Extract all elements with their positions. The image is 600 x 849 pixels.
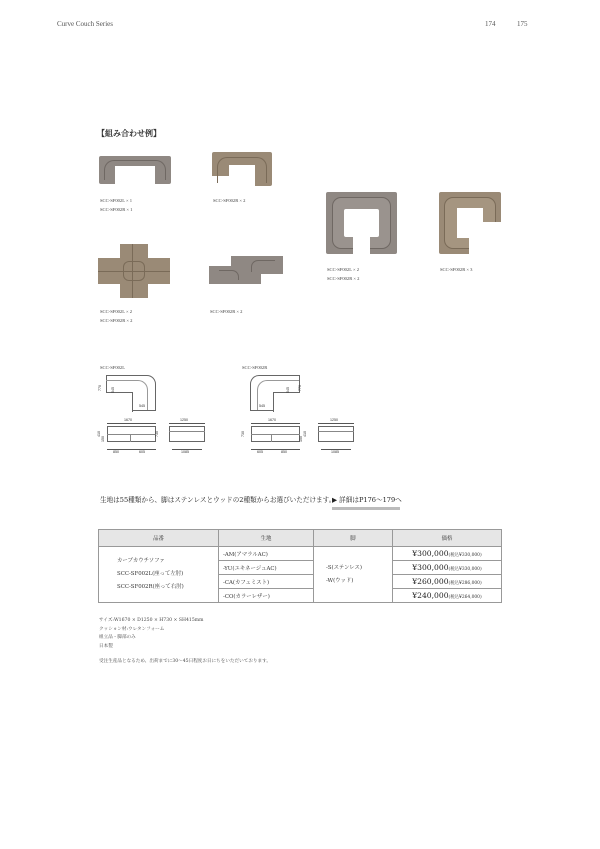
price-cell: ¥240,000(税込¥264,000) bbox=[393, 589, 502, 603]
diagram-left-title: SCC-SF002L bbox=[100, 365, 126, 370]
fabric-cell: -AM(アマラルAC) bbox=[219, 547, 314, 561]
product-cell bbox=[99, 547, 219, 603]
table-row bbox=[99, 547, 502, 561]
spec-origin: 日本製 bbox=[99, 643, 113, 649]
product-code-right: SCC-SF002R(座って右肘) bbox=[117, 584, 184, 590]
combo-3-label-2: SCC-SF002R × 2 bbox=[327, 276, 360, 281]
page-number-right: 175 bbox=[517, 20, 528, 28]
price-table bbox=[98, 529, 502, 603]
price-cell: ¥300,000(税込¥330,000) bbox=[393, 547, 502, 561]
spec-cushion: クッション材:ウレタンフォーム bbox=[99, 626, 165, 632]
product-name: カーブカウチソファ bbox=[117, 558, 165, 564]
sofa-image-combo-6 bbox=[209, 256, 283, 284]
legs-cell bbox=[314, 547, 393, 603]
price-cell: ¥300,000(税込¥330,000) bbox=[393, 561, 502, 575]
header-product: 品番 bbox=[99, 530, 219, 547]
leg-option-stainless: -S(ステンレス) bbox=[326, 564, 362, 571]
table-header-row bbox=[99, 530, 502, 547]
fabric-cell: -CA(カフェミスト) bbox=[219, 575, 314, 589]
combo-4-label-1: SCC-SF002R × 3 bbox=[440, 267, 473, 272]
header-legs: 脚 bbox=[314, 530, 393, 547]
sofa-image-combo-4 bbox=[439, 192, 501, 254]
diagram-right-title: SCC-SF002R bbox=[242, 365, 268, 370]
spec-size: サイズ:W1670 × D1250 × H730 × SH415mm bbox=[99, 618, 204, 623]
leg-option-wood: -W(ウッド) bbox=[326, 577, 354, 584]
combo-5-label-2: SCC-SF002R × 2 bbox=[100, 318, 133, 323]
combo-6-label-1: SCC-SF002R × 2 bbox=[210, 309, 243, 314]
fabric-cell: -CO(カラーレザー) bbox=[219, 589, 314, 603]
header-fabric: 生地 bbox=[219, 530, 314, 547]
combo-5-label-1: SCC-SF002L × 2 bbox=[100, 309, 133, 314]
combo-1-label-2: SCC-SF002R × 1 bbox=[100, 207, 133, 212]
sofa-image-combo-2 bbox=[212, 152, 272, 186]
details-link-underline bbox=[332, 507, 400, 510]
spec-assembly: 組立品・脚部のみ bbox=[99, 635, 136, 640]
details-link[interactable]: ▶ 詳細はP176～179へ bbox=[332, 496, 402, 504]
price-cell: ¥260,000(税込¥286,000) bbox=[393, 575, 502, 589]
series-title: Curve Couch Series bbox=[57, 20, 113, 28]
sofa-image-combo-5 bbox=[98, 244, 170, 298]
sofa-image-combo-1 bbox=[99, 156, 171, 184]
fabric-cell: -YU(ユキネージュAC) bbox=[219, 561, 314, 575]
combinations-title: 【組み合わせ例】 bbox=[97, 128, 161, 138]
options-note: 生地は55種類から、脚はステンレスとウッドの2種類からお選びいただけます。 bbox=[100, 496, 336, 504]
combo-2-label-1: SCC-SF002R × 2 bbox=[213, 198, 246, 203]
product-code-left: SCC-SF002L(座って左肘) bbox=[117, 571, 184, 577]
combo-3-label-1: SCC-SF002L × 2 bbox=[327, 267, 360, 272]
sofa-image-combo-3 bbox=[326, 192, 397, 254]
page-number-left: 174 bbox=[485, 20, 496, 28]
combo-1-label-1: SCC-SF002L × 1 bbox=[100, 198, 133, 203]
lead-time-footnote: 受注生産品となるため、出荷までに30～45日程度お日にちをいただいております。 bbox=[99, 659, 271, 664]
header-price: 価格 bbox=[393, 530, 502, 547]
